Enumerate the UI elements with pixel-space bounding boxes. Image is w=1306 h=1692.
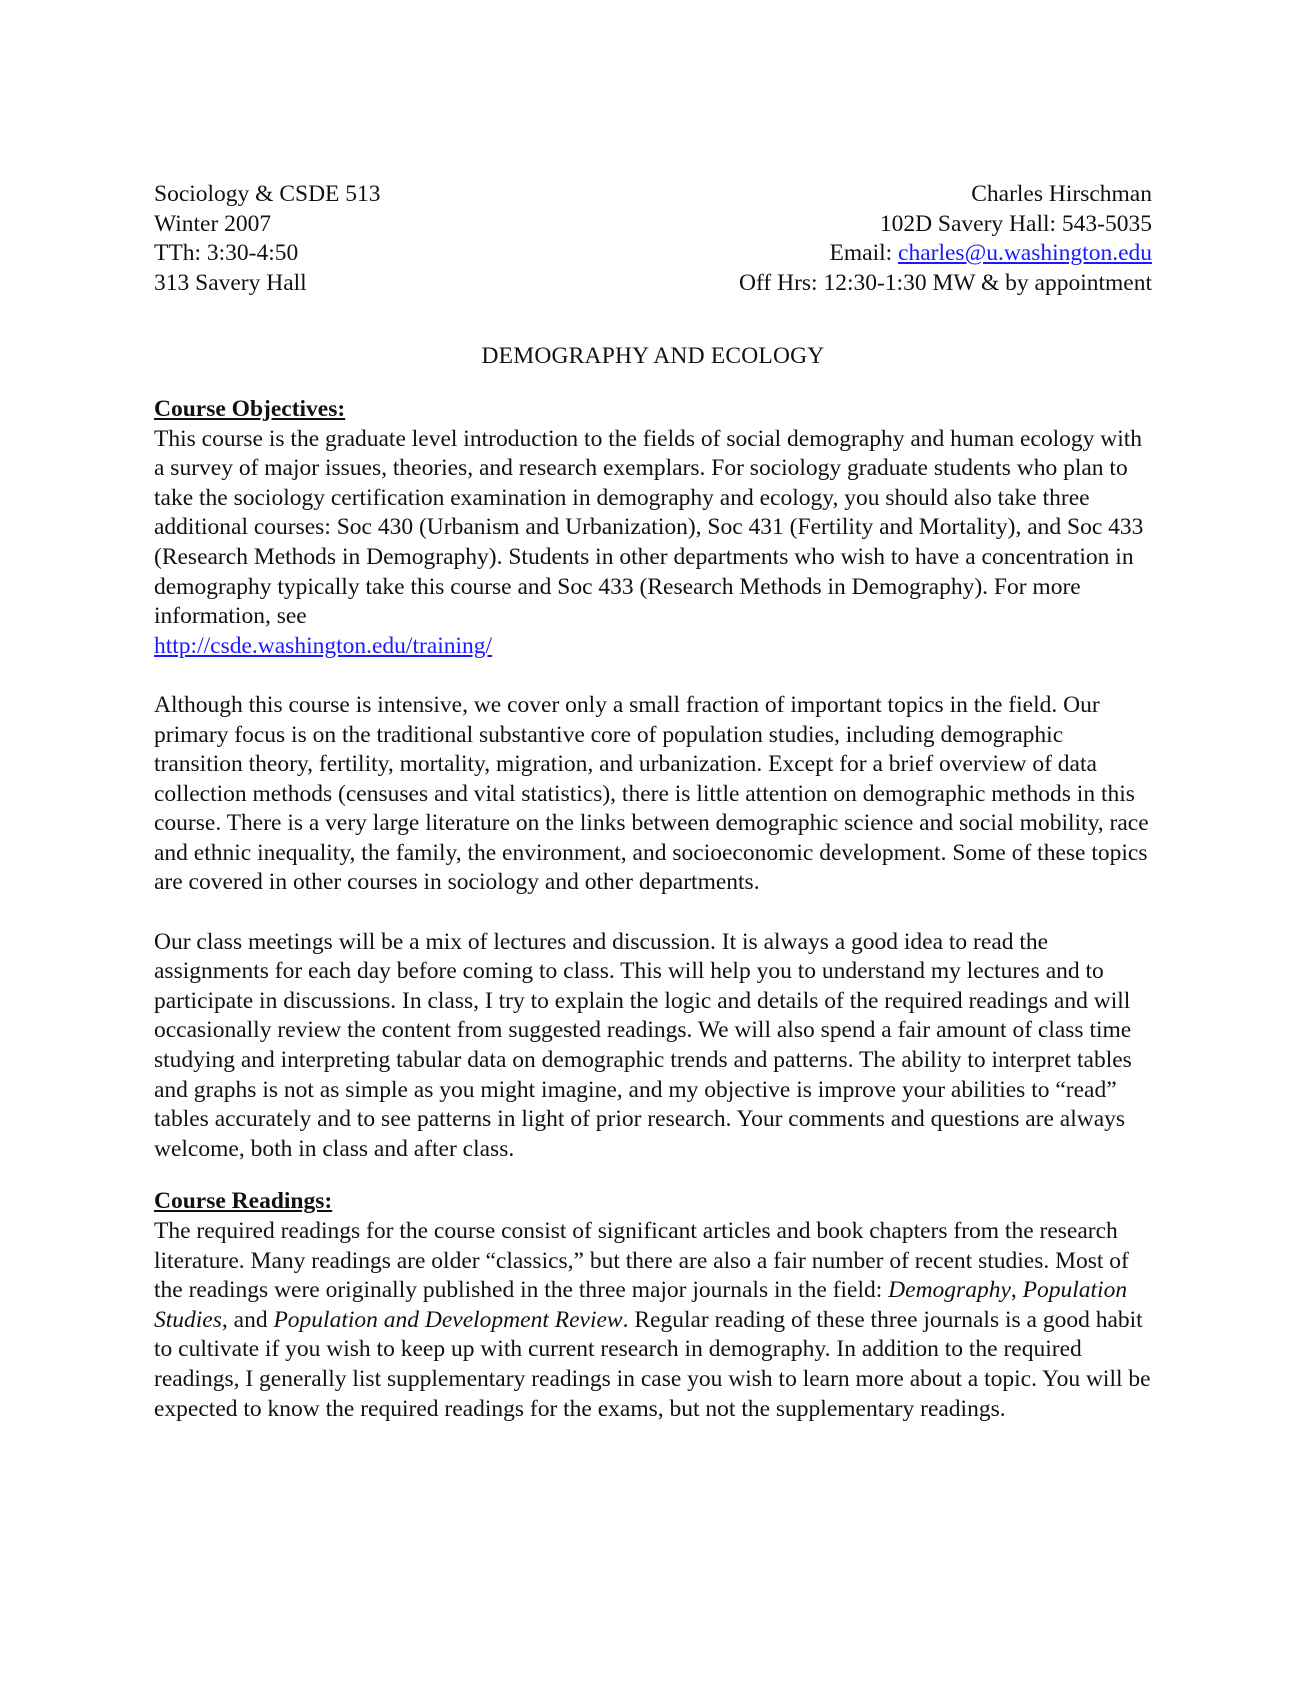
journal-demography: Demography [888, 1277, 1011, 1304]
paragraph-gap [154, 661, 1152, 691]
course-title: DEMOGRAPHY AND ECOLOGY [481, 343, 825, 370]
syllabus-header [154, 180, 1152, 298]
journal-separator-2: , and [221, 1306, 274, 1333]
paragraph-gap [154, 898, 1152, 928]
training-link[interactable]: http://csde.washington.edu/training/ [154, 632, 493, 659]
document-page [154, 180, 1152, 1424]
journal-separator-1: , [1010, 1277, 1023, 1304]
objectives-heading: Course Objectives: [154, 395, 346, 422]
readings-text-a: The required readings for the course consist of significant articles and book chapters from the research literature. Many readings are older “classics,” but there are also a fair number of recent studies. Most of the readings were originally published in the three major journals in the field: [154, 1218, 1129, 1304]
course-info [154, 180, 381, 298]
course-location: 313 Savery Hall [154, 269, 307, 296]
email-label: Email: [829, 240, 899, 267]
instructor-name: Charles Hirschman [971, 181, 1152, 207]
readings-heading: Course Readings: [154, 1188, 333, 1215]
course-number: Sociology & CSDE 513 [154, 181, 381, 207]
course-time: TTh: 3:30-4:50 [154, 240, 299, 267]
instructor-office: 102D Savery Hall: 543-5035 [879, 210, 1152, 237]
readings-paragraph-1 [154, 1217, 1152, 1424]
course-term: Winter 2007 [154, 210, 272, 237]
objectives-paragraph-3: Our class meetings will be a mix of lectures and discussion. It is always a good idea to read the assignments for each day before coming to class. This will help you to understand my lectures and to participate in discussions. In class, I try to explain the logic and details of the required readings and will occasionally review the content from suggested readings. We will also spend a fair amount of class time studying and interpreting tabular data on demographic trends and patterns. The ability to interpret tables and graphs is not as simple as you might imagine, and my objective is improve your abilities to “read” tables accurately and to see patterns in light of prior research. Your comments and questions are always welcome, both in class and after class. [154, 928, 1132, 1162]
instructor-info [739, 180, 1152, 298]
objectives-paragraph-1 [154, 425, 1152, 662]
journal-population-studies: Population Studies [154, 1277, 1128, 1333]
readings-text-b: . Regular reading of these three journals is a good habit to cultivate if you wish to keep up with current research in demography. In addition to the required readings, I generally list supplementary readings in case you wish to learn more about a topic. You will be expected to know the required readings for the exams, but not the supplementary readings. [154, 1306, 1151, 1422]
objectives-paragraph-1-text: This course is the graduate level introduction to the fields of social demography and human ecology with a survey of major issues, theories, and research exemplars. For sociology graduate students who plan to take the sociology certification examination in demography and ecology, you should also take three additional courses: Soc 430 (Urbanism and Urbanization), Soc 431 (Fertility and Mortality), and Soc 433 (Research Methods in Demography). Students in other departments who wish to have a concentration in demography typically take this course and Soc 433 (Research Methods in Demography). For more information, see [154, 425, 1144, 630]
email-link[interactable]: charles@u.washington.edu [898, 240, 1152, 267]
journal-pdr: Population and Development Review [273, 1306, 623, 1333]
instructor-email-line [739, 239, 1152, 269]
objectives-paragraph-2: Although this course is intensive, we cover only a small fraction of important topics in the field. Our primary focus is on the traditional substantive core of population studies, including demographic transition theory, fertility, mortality, migration, and urbanization. Except for a brief overview of data collection methods (censuses and vital statistics), there is little attention on demographic methods in this course. There is a very large literature on the links between demographic science and social mobility, race and ethnic inequality, the family, the environment, and socioeconomic development. Some of these topics are covered in other courses in sociology and other departments. [154, 691, 1149, 896]
office-hours: Off Hrs: 12:30-1:30 MW & by appointment [739, 269, 1152, 296]
